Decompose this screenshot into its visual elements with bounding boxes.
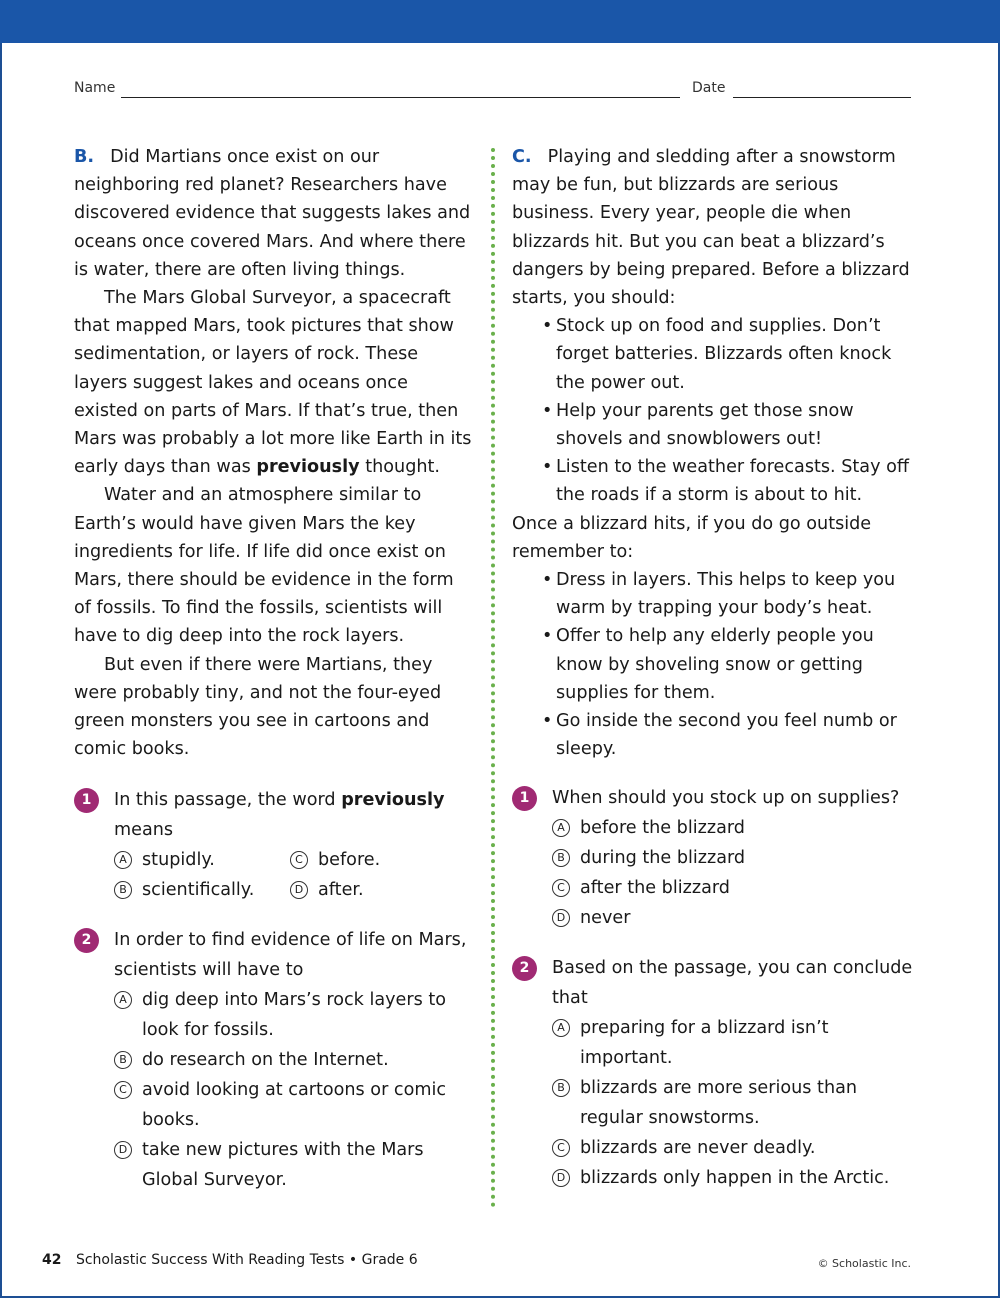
name-label: Name bbox=[74, 80, 116, 96]
answer-bubble[interactable]: B bbox=[552, 849, 570, 867]
answer-option[interactable]: A dig deep into Mars’s rock layers to look for fossils. bbox=[114, 985, 474, 1045]
question-c-1 bbox=[512, 783, 920, 933]
answer-bubble[interactable]: B bbox=[114, 1051, 132, 1069]
list-item: • Listen to the weather forecasts. Stay off the roads if a storm is about to hit. bbox=[542, 457, 909, 506]
question-text: In order to find evidence of life on Mars, scientists will have to bbox=[114, 930, 467, 981]
answer-bubble[interactable]: D bbox=[114, 1141, 132, 1159]
paragraph-text: Did Martians once exist on our neighboring red planet? Researchers have discovered evidence that suggests lakes and oceans once covered Mars. And where there is water, there are often living things. bbox=[74, 147, 471, 280]
list-item: • Offer to help any elderly people you know by shoveling snow or getting supplies for them. bbox=[542, 626, 874, 703]
date-line[interactable] bbox=[733, 97, 911, 98]
answer-options bbox=[114, 845, 474, 905]
question-number-badge: 1 bbox=[512, 786, 537, 811]
column-divider bbox=[491, 148, 495, 1208]
answer-bubble[interactable]: B bbox=[552, 1079, 570, 1097]
during-blizzard-list bbox=[512, 566, 920, 763]
passage-b-p3: Water and an atmosphere similar to Earth’s would have given Mars the key ingredients for life. If life did once exist on Mars, there should be evidence in the form of fossils. To find the fossils, scientists will have to dig deep into the rock layers. bbox=[74, 485, 454, 647]
answer-bubble[interactable]: A bbox=[114, 851, 132, 869]
answer-option[interactable]: D take new pictures with the Mars Global Surveyor. bbox=[114, 1135, 474, 1195]
section-label: C. bbox=[512, 147, 532, 167]
paragraph-text: thought. bbox=[359, 457, 441, 478]
answer-option[interactable]: A stupidly. bbox=[114, 845, 290, 875]
question-c-2 bbox=[512, 953, 920, 1193]
question-text: When should you stock up on supplies? bbox=[552, 788, 900, 809]
answer-bubble[interactable]: B bbox=[114, 881, 132, 899]
passage-b bbox=[74, 143, 474, 763]
answer-option[interactable]: A preparing for a blizzard isn’t important. bbox=[552, 1013, 920, 1073]
question-text: Based on the passage, you can conclude that bbox=[552, 958, 913, 1009]
list-item: • Help your parents get those snow shovels and snowblowers out! bbox=[542, 400, 854, 450]
bold-term: previously bbox=[256, 457, 360, 478]
answer-bubble[interactable]: D bbox=[552, 909, 570, 927]
paragraph-text: The Mars Global Surveyor, a spacecraft that mapped Mars, took pictures that show sedimentation, or layers of rock. These layers suggest lakes and oceans once existed on parts of Mars. If that’s true, then Mars was probably a lot more like Earth in its early days than was bbox=[74, 288, 472, 478]
section-label: B. bbox=[74, 147, 95, 167]
footer bbox=[42, 1252, 418, 1268]
answer-option[interactable]: D never bbox=[552, 903, 920, 933]
answer-bubble[interactable]: A bbox=[114, 991, 132, 1009]
answer-option[interactable]: B scientifically. bbox=[114, 875, 290, 905]
answer-bubble[interactable]: C bbox=[552, 879, 570, 897]
answer-option[interactable]: C avoid looking at cartoons or comic books. bbox=[114, 1075, 474, 1135]
answer-bubble[interactable]: C bbox=[552, 1139, 570, 1157]
question-text: In this passage, the word previously means bbox=[114, 790, 445, 841]
passage-c-middle: Once a blizzard hits, if you do go outside remember to: bbox=[512, 513, 872, 562]
question-number-badge: 1 bbox=[74, 788, 99, 813]
footer-bullet: • bbox=[348, 1252, 358, 1268]
passage-b-p1 bbox=[74, 143, 474, 284]
answer-option[interactable]: C after the blizzard bbox=[552, 873, 920, 903]
answer-option[interactable]: D after. bbox=[290, 875, 470, 905]
book-title: Scholastic Success With Reading Tests bbox=[75, 1252, 345, 1268]
answer-option[interactable]: B blizzards are more serious than regular snowstorms. bbox=[552, 1073, 920, 1133]
left-column bbox=[74, 143, 474, 1195]
paragraph-text: Playing and sledding after a snowstorm may be fun, but blizzards are serious business. Every year, people die when blizzards hit. But you can beat a blizzard’s dangers by being prepared. Before a blizzard starts, you should: bbox=[512, 147, 910, 309]
answer-bubble[interactable]: A bbox=[552, 819, 570, 837]
answer-option[interactable]: B do research on the Internet. bbox=[114, 1045, 474, 1075]
answer-option[interactable]: C before. bbox=[290, 845, 470, 875]
answer-bubble[interactable]: A bbox=[552, 1019, 570, 1037]
right-column bbox=[512, 143, 920, 1193]
answer-option[interactable]: B during the blizzard bbox=[552, 843, 920, 873]
passage-c-intro bbox=[512, 143, 920, 312]
answer-option[interactable]: A before the blizzard bbox=[552, 813, 920, 843]
name-line[interactable] bbox=[121, 97, 680, 98]
list-item: • Go inside the second you feel numb or sleepy. bbox=[542, 711, 897, 760]
answer-option[interactable]: D blizzards only happen in the Arctic. bbox=[552, 1163, 920, 1193]
page-number: 42 bbox=[42, 1252, 62, 1268]
grade-label: Grade 6 bbox=[361, 1252, 418, 1268]
passage-c bbox=[512, 143, 920, 763]
answer-bubble[interactable]: D bbox=[552, 1169, 570, 1187]
answer-bubble[interactable]: D bbox=[290, 881, 308, 899]
answer-bubble[interactable]: C bbox=[290, 851, 308, 869]
answer-bubble[interactable]: C bbox=[114, 1081, 132, 1099]
question-number-badge: 2 bbox=[512, 956, 537, 981]
list-item: • Dress in layers. This helps to keep you warm by trapping your body’s heat. bbox=[542, 570, 896, 619]
list-item: • Stock up on food and supplies. Don’t forget batteries. Blizzards often knock the power out. bbox=[542, 316, 892, 393]
question-b-1 bbox=[74, 785, 474, 905]
copyright: © Scholastic Inc. bbox=[817, 1257, 911, 1270]
passage-b-p2 bbox=[74, 284, 474, 481]
passage-b-p4: But even if there were Martians, they were probably tiny, and not the four-eyed green monsters you see in cartoons and comic books. bbox=[74, 654, 442, 760]
question-b-2 bbox=[74, 925, 474, 1195]
answer-option[interactable]: C blizzards are never deadly. bbox=[552, 1133, 920, 1163]
date-label: Date bbox=[692, 80, 726, 96]
question-number-badge: 2 bbox=[74, 928, 99, 953]
top-banner bbox=[0, 0, 1000, 43]
before-blizzard-list bbox=[512, 312, 920, 509]
